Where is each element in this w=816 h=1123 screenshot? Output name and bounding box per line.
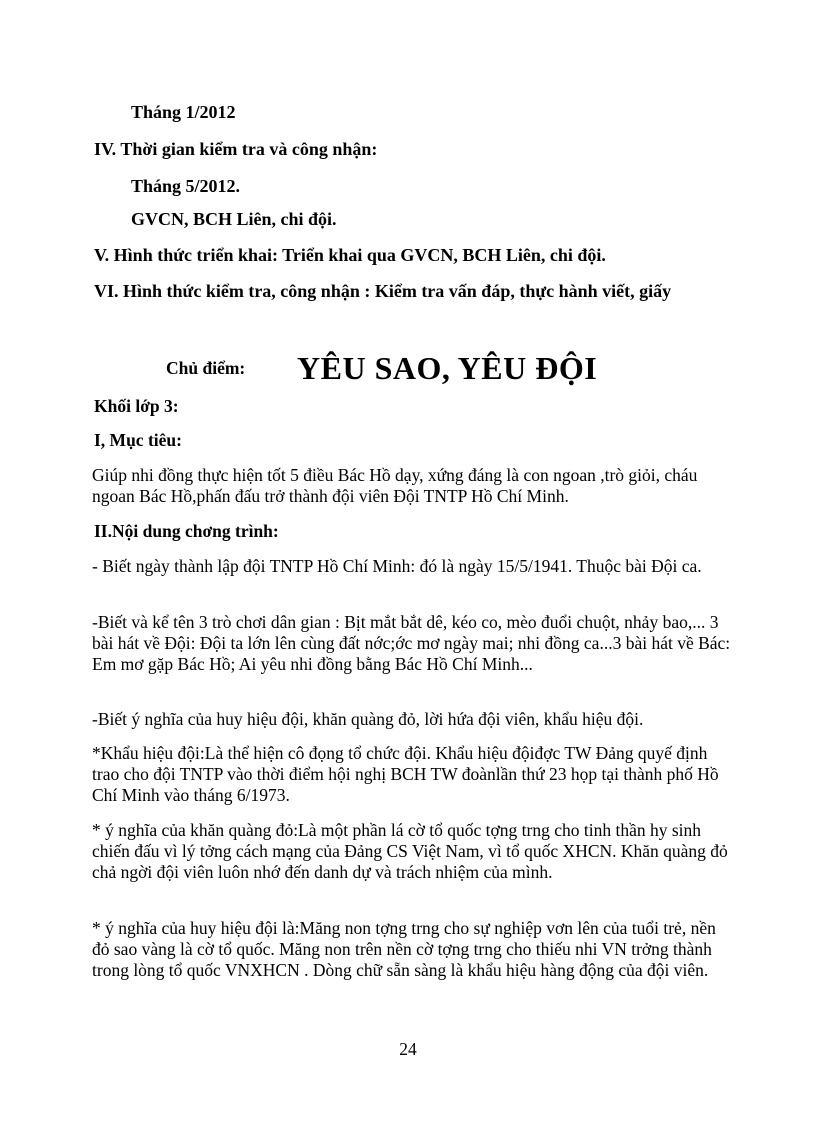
section-v-heading: V. Hình thức triển khai: Triển khai qua GVCN, BCH Liên, chi đội. (94, 245, 606, 265)
content-paragraph: - Biết ngày thành lập đội TNTP Hồ Chí Minh: đó là ngày 15/5/1941. Thuộc bài Đội ca. (92, 556, 702, 576)
gvcn-line: GVCN, BCH Liên, chi đội. (131, 209, 337, 229)
section-ii-heading: II.Nội dung chơng trình: (94, 521, 279, 541)
section-iv-heading: IV. Thời gian kiểm tra và công nhận: (94, 139, 378, 159)
objective-paragraph: Giúp nhi đồng thực hiện tốt 5 điều Bác Hồ dạy, xứng đáng là con ngoan ,trò giỏi, cháu ngoan Bác Hồ,phấn đấu trở thành đội viên Đội TNTP Hồ Chí Minh. (92, 465, 698, 506)
content-paragraph: *Khẩu hiệu đội:Là thể hiện cô đọng tổ chức đội. Khẩu hiệu độiđợc TW Đảng quyế định trao cho đội TNTP vào thời điểm hội nghị BCH TW đoànlần thứ 23 họp tại thành phố Hồ Chí Minh vào tháng 6/1973. (92, 743, 719, 805)
page-number: 24 (399, 1039, 417, 1059)
content-paragraph: -Biết ý nghĩa của huy hiệu đội, khăn quàng đỏ, lời hứa đội viên, khẩu hiệu đội. (92, 709, 644, 729)
grade-heading: Khối lớp 3: (94, 396, 179, 416)
month-line-1: Tháng 1/2012 (131, 102, 236, 122)
content-paragraph: -Biết và kể tên 3 trò chơi dân gian : Bịt mắt bắt dê, kéo co, mèo đuổi chuột, nhảy bao,... 3 bài hát về Đội: Đội ta lớn lên cùng đất nớc;ớc mơ ngày mai; nhi đồng ca...3 bài hát về Bác: Em mơ gặp Bác Hồ; Ai yêu nhi đồng bằng Bác Hồ Chí Minh... (92, 612, 731, 674)
theme-label: Chủ điểm: (166, 358, 246, 378)
month-line-5: Tháng 5/2012. (131, 176, 241, 196)
content-paragraph: * ý nghĩa của khăn quàng đỏ:Là một phần lá cờ tổ quốc tợng trng cho tinh thần hy sinh chiến đấu vì lý tởng cách mạng của Đảng CS Việt Nam, vì tổ quốc XHCN. Khăn quàng đỏ chả ngời đội viên luôn nhớ đến danh dự và trách nhiệm của mình. (92, 820, 728, 882)
theme-title: YÊU SAO, YÊU ĐỘI (297, 350, 598, 386)
content-paragraph: * ý nghĩa của huy hiệu đội là:Măng non tợng trng cho sự nghiệp vơn lên của tuổi trẻ, nền đỏ sao vàng là cờ tổ quốc. Măng non trên nền cờ tợng trng cho thiếu nhi VN trởng thành trong lòng tổ quốc VNXHCN . Dòng chữ sẵn sàng là khẩu hiệu hàng động của đội viên. (92, 918, 716, 980)
section-i-heading: I, Mục tiêu: (94, 430, 182, 450)
section-vi-heading: VI. Hình thức kiểm tra, công nhận : Kiểm tra vấn đáp, thực hành viết, giấy (94, 281, 672, 301)
